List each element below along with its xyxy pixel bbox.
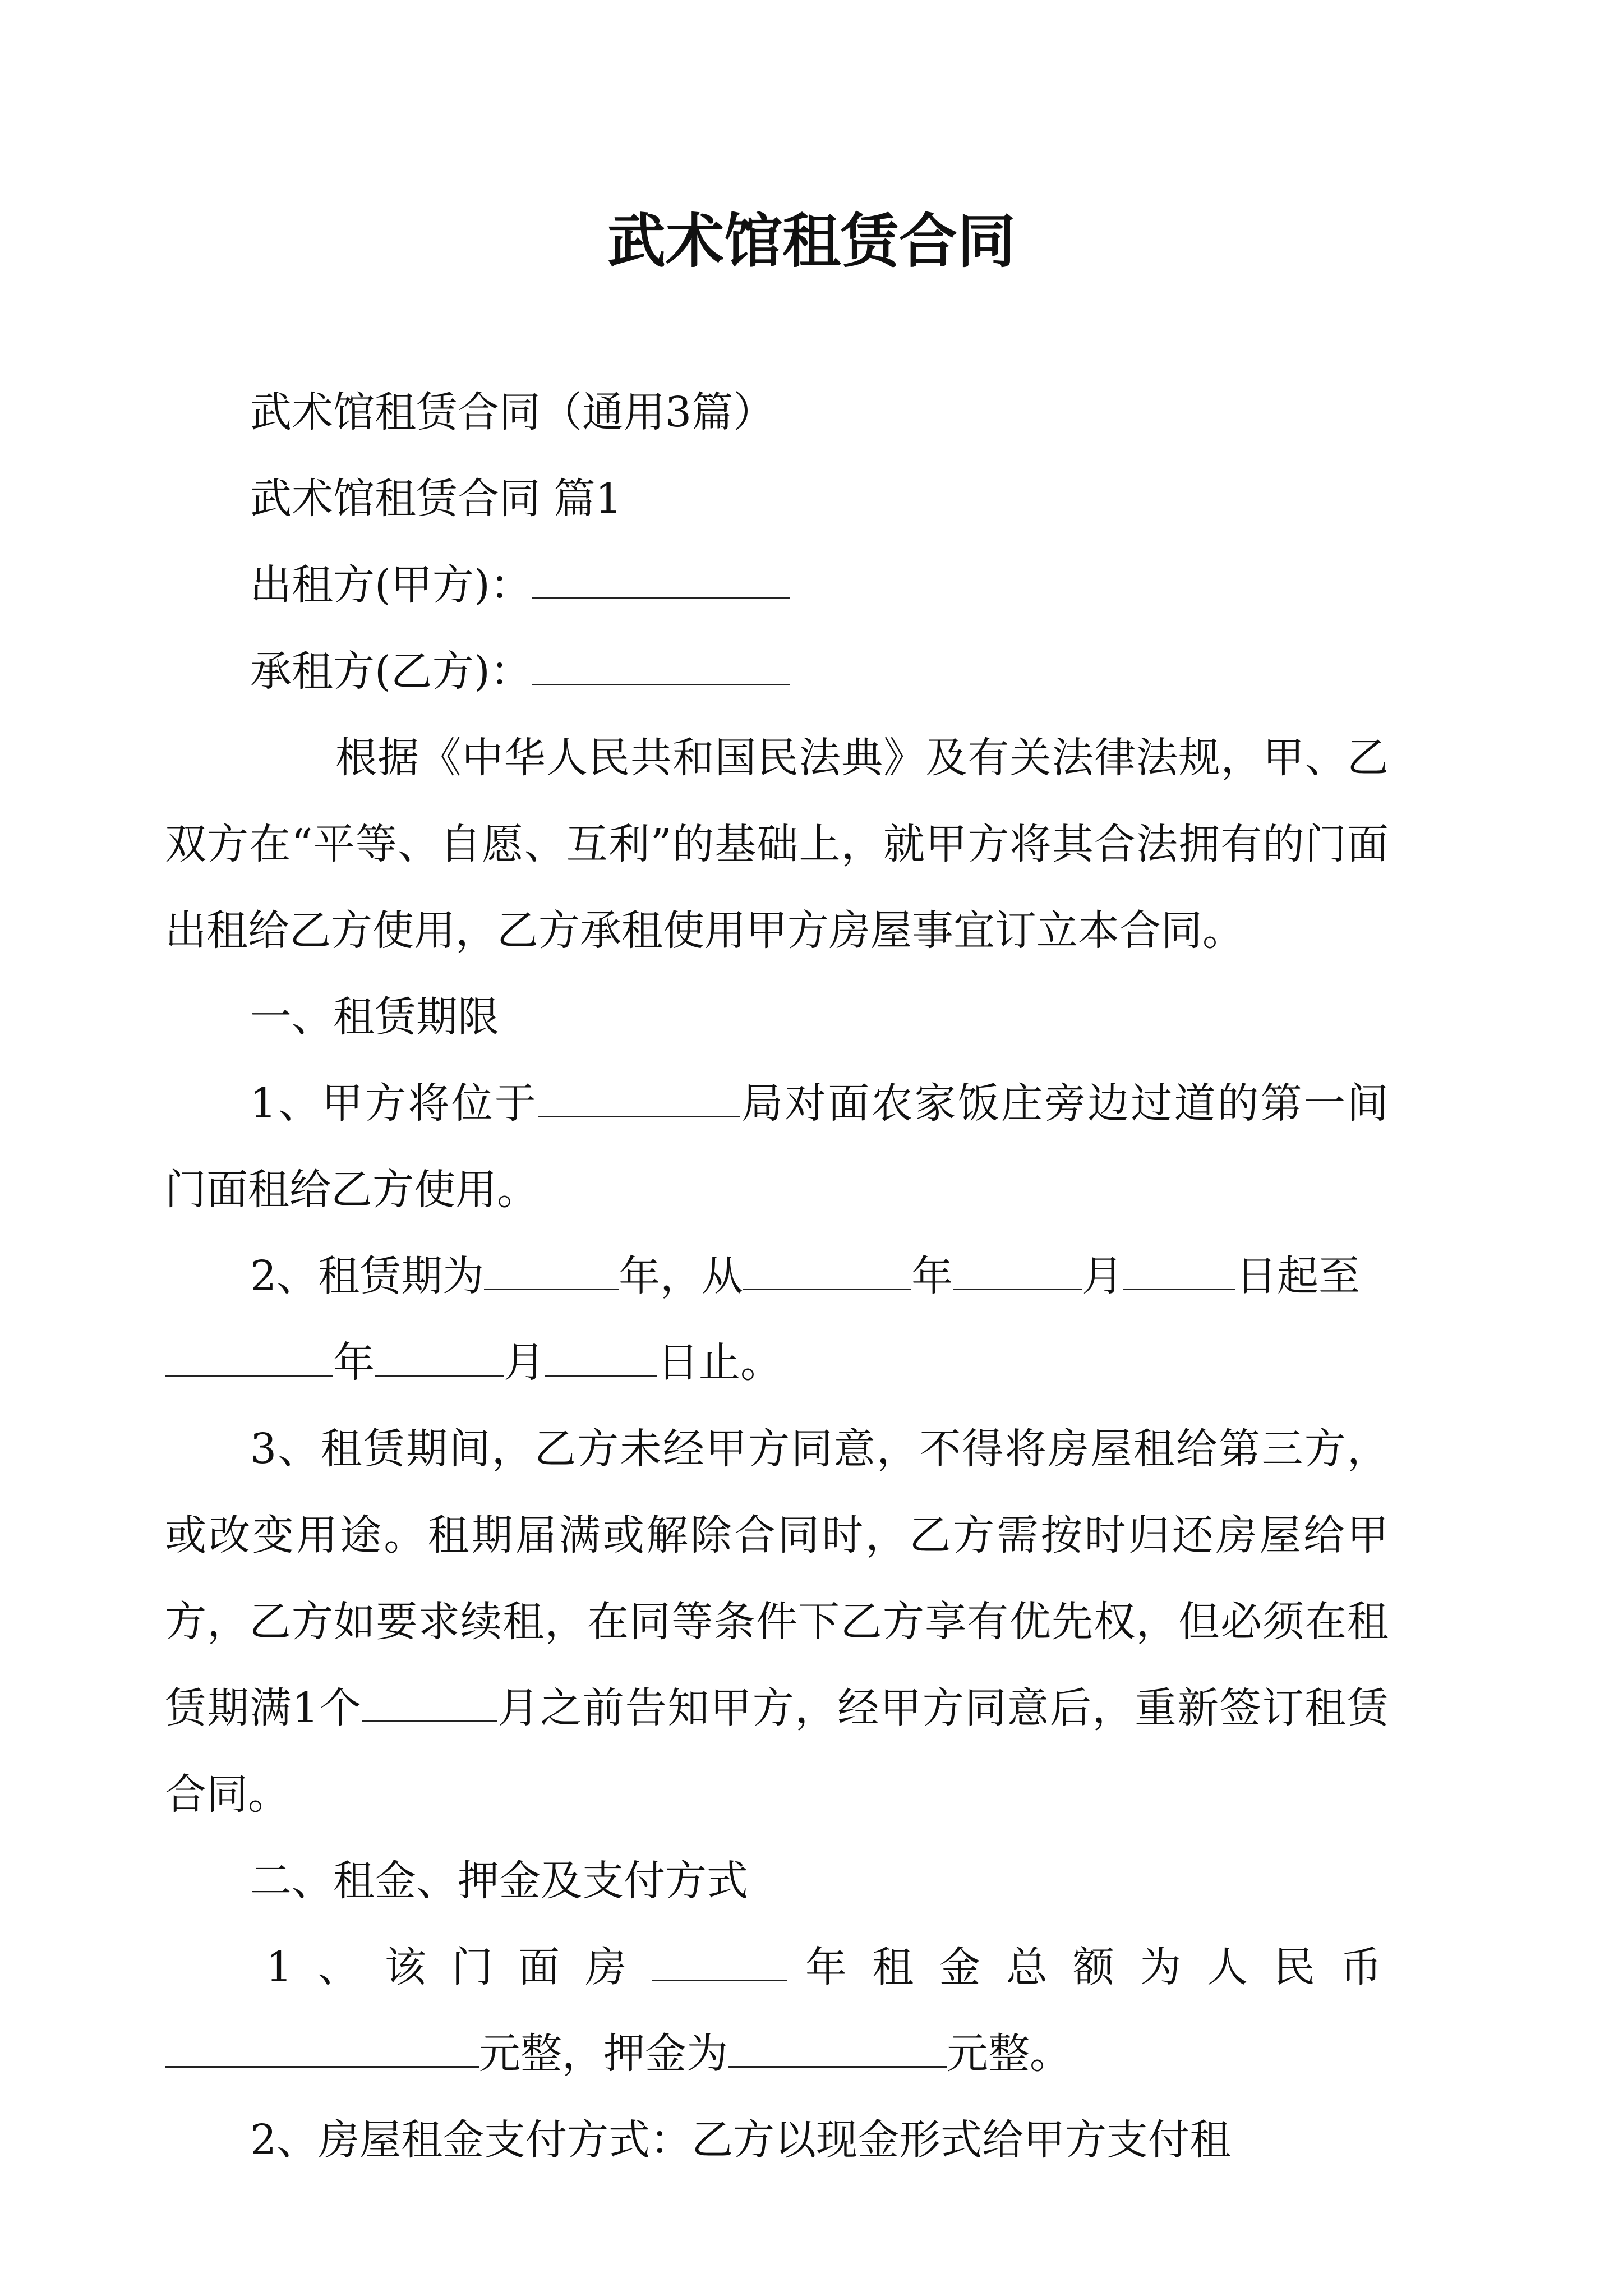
document-title: 武术馆租赁合同	[607, 206, 1016, 275]
end-year-blank	[165, 1336, 333, 1377]
end-month-blank	[375, 1336, 504, 1377]
clause-1-2-text-f: 年	[333, 1338, 375, 1387]
clause-1-2-text-b: 年，从	[619, 1252, 744, 1300]
clause-2-1-text-d: 元整。	[947, 2030, 1071, 2078]
party-a-label: 出租方(甲方)：	[250, 561, 532, 609]
party-a-line	[250, 542, 1389, 628]
start-year-blank	[743, 1249, 911, 1290]
party-b-line	[250, 628, 1389, 715]
heading-rent-deposit: 二、租金、押金及支付方式	[250, 1857, 748, 1905]
lease-years-blank	[484, 1249, 619, 1290]
party-b-label: 承租方(乙方)：	[250, 647, 532, 696]
party-b-blank	[532, 645, 790, 685]
party-a-blank	[532, 558, 790, 599]
clause-2-1-text-c: 元整，押金为	[479, 2030, 728, 2078]
clause-1-2-text-e: 日起至	[1235, 1252, 1361, 1300]
start-month-blank	[953, 1249, 1082, 1290]
clause-2-1-text-a: 1、该门面房	[266, 1943, 652, 1991]
clause-1-3-text-a: 3、租赁期间，乙方未经甲方同意，不得将房屋租给第三方，或改变用途。租期届满或解除合同时，乙方需按时归还房屋给甲方，乙方如要求续租，在同等条件下乙方享有优先权，但必须在租赁期满1个	[165, 1425, 1389, 1732]
clause-1-3-text-b: 月之前告知甲方，经甲方同意后，重新签订租赁合同。	[165, 1684, 1389, 1819]
clause-2-1-text-b: 年租金总额为人民币	[786, 1943, 1389, 1991]
rent-amount-blank	[165, 2027, 479, 2068]
start-day-blank	[1123, 1249, 1235, 1290]
rent-years-blank	[652, 1940, 787, 1981]
clause-1-2-text-c: 年	[911, 1252, 953, 1300]
notice-months-blank	[362, 1681, 497, 1722]
clause-1-2-text-g: 月	[504, 1338, 545, 1387]
clause-1-3	[165, 1406, 1389, 1838]
document-subtitle: 武术馆租赁合同（通用3篇）	[250, 388, 775, 436]
clause-1-1	[165, 1060, 1389, 1233]
clause-1-1-text-b: 局对面农家饭庄旁边过道的第一间门面租给乙方使用。	[165, 1079, 1389, 1214]
clause-1-2-text-a: 2、租赁期为	[250, 1252, 485, 1300]
clause-2-1	[165, 1924, 1389, 2097]
clause-2-2: 2、房屋租金支付方式：乙方以现金形式给甲方支付租	[250, 2116, 1232, 2164]
clause-1-2-text-d: 月	[1082, 1252, 1124, 1300]
clause-1-2-text-h: 日止。	[657, 1338, 782, 1387]
clause-1-2	[165, 1233, 1389, 1406]
heading-lease-term: 一、租赁期限	[250, 993, 499, 1041]
document-body	[165, 369, 1389, 2183]
preamble-paragraph: 根据《中华人民共和国民法典》及有关法律法规，甲、乙双方在“平等、自愿、互利”的基础上，就甲方将其合法拥有的门面出租给乙方使用，乙方承租使用甲方房屋事宜订立本合同。	[165, 734, 1389, 955]
section-heading: 武术馆租赁合同 篇1	[250, 475, 622, 523]
clause-1-1-text-a: 1、甲方将位于	[250, 1079, 538, 1128]
end-day-blank	[545, 1336, 657, 1377]
location-blank	[538, 1076, 740, 1117]
deposit-amount-blank	[728, 2027, 947, 2068]
